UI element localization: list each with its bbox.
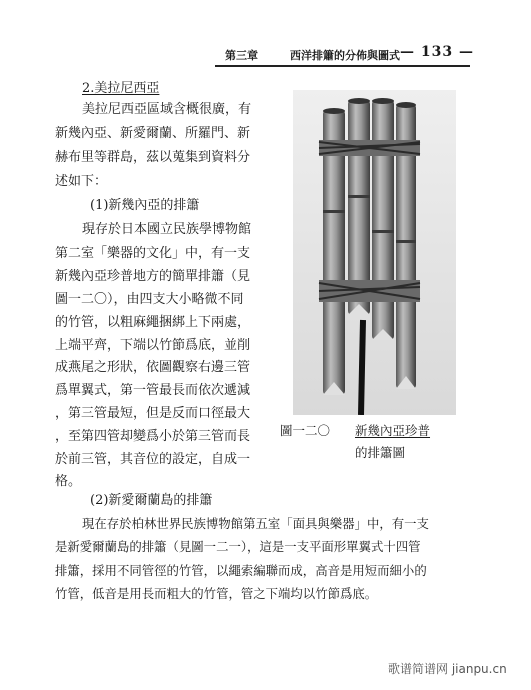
intro-line: 述如下： — [55, 174, 108, 189]
body-line: 竹管，低音是用長而粗大的竹管，管之下端均以竹節爲底。 — [55, 586, 378, 601]
section-heading: 2.美拉尼西亞 — [82, 81, 160, 96]
body-line: 上端平齊，下端以竹節爲底，並削 — [55, 338, 251, 353]
intro-line: 美拉尼西亞區域含概很廣，有 — [82, 102, 252, 117]
body-line: ，第三管最短，但是反而口徑最大 — [55, 406, 251, 421]
figure-caption: 新幾內亞珍普 — [355, 423, 431, 438]
body-line: 圖一二〇），由四支大小略微不同 — [55, 292, 244, 307]
body-line: 爲單翼式，第一管最長而依次遞減 — [55, 383, 251, 398]
body-line: 格。 — [55, 474, 82, 489]
panpipe-photo — [293, 90, 456, 415]
chapter-title: 西洋排簫的分佈與圖式 — [290, 49, 400, 62]
running-header — [215, 44, 474, 63]
figure-number: 圖一二〇 — [280, 423, 331, 438]
body-line: 第二室「樂器的文化」中，有一支 — [55, 246, 251, 261]
body-line: 現存於日本國立民族學博物館 — [82, 222, 252, 237]
panpipe-illustration — [293, 90, 456, 415]
page-number: — 133 — — [400, 44, 474, 60]
chapter-label: 第三章 — [225, 49, 258, 62]
intro-line: 赫布里等群島，茲以蒐集到資料分 — [55, 150, 251, 165]
subsection-heading: (1)新幾內亞的排簫 — [90, 198, 200, 213]
body-line: 現在存於柏林世界民族博物館第五室「面具與樂器」中，有一支 — [82, 516, 429, 531]
body-line: 於前三管，其音位的設定，自成一 — [55, 452, 251, 467]
body-line: 的竹管，以粗麻繩捆綁上下兩處， — [55, 315, 251, 330]
body-line: 新幾內亞珍普地方的簡單排簫（見 — [55, 269, 251, 284]
subsection-heading: (2)新愛爾蘭島的排簫 — [90, 493, 213, 508]
intro-line: 新幾內亞、新愛爾蘭、所羅門、新 — [55, 126, 251, 141]
body-line: 是新愛爾蘭島的排簫（見圖一二一），這是一支平面形單翼式十四管 — [55, 539, 421, 554]
figure-caption: 的排簫圖 — [355, 445, 406, 460]
body-line: 成燕尾之形狀，依圖觀察右邊三管 — [55, 360, 251, 375]
watermark: 歌谱简谱网 jianpu.cn — [388, 662, 507, 676]
header-rule — [215, 65, 470, 67]
body-line: ，至第四管却變爲小於第三管而長 — [55, 429, 251, 444]
body-line: 排簫，採用不同管徑的竹管，以繩索編聯而成，高音是用短而細小的 — [55, 563, 427, 578]
